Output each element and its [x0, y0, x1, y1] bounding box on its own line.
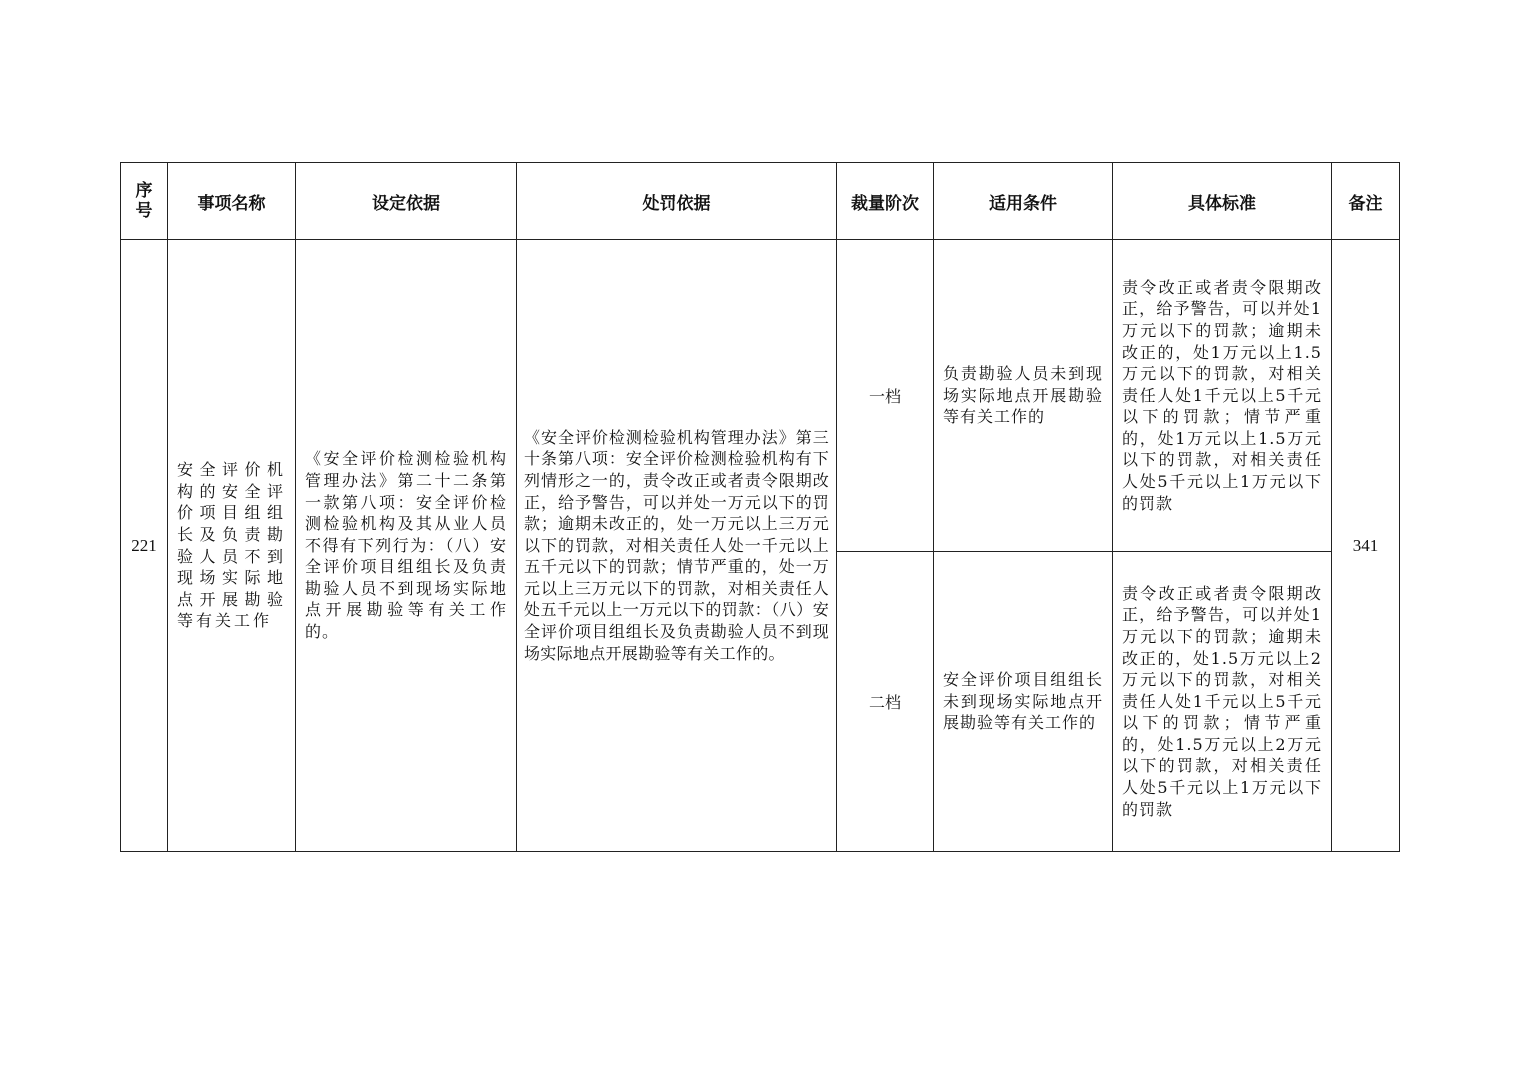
- header-row: [121, 163, 1400, 240]
- cell-standard-2: 责令改正或者责令限期改正，给予警告，可以并处1万元以下的罚款；逾期未改正的，处1.5万元以上2万元以下的罚款，对相关责任人处1千元以上5千元以下的罚款；情节严重的，处1.5万元以上2万元以下的罚款，对相关责任人处5千元以上1万元以下的罚款: [1113, 552, 1332, 852]
- cell-standard-1: 责令改正或者责令限期改正，给予警告，可以并处1万元以下的罚款；逾期未改正的，处1万元以上1.5万元以下的罚款，对相关责任人处1千元以上5千元以下的罚款；情节严重的，处1万元以上1.5万元以下的罚款，对相关责任人处5千元以上1万元以下的罚款: [1113, 240, 1332, 552]
- header-basis-set: 设定依据: [296, 163, 517, 240]
- cell-seq: 221: [121, 240, 168, 852]
- header-discretion-level: 裁量阶次: [837, 163, 934, 240]
- header-seq: 序号: [121, 163, 168, 240]
- header-basis-penalty: 处罚依据: [517, 163, 837, 240]
- header-standard: 具体标准: [1113, 163, 1332, 240]
- header-item-name: 事项名称: [168, 163, 296, 240]
- header-conditions: 适用条件: [934, 163, 1113, 240]
- cell-item-name: 安全评价机构的安全评价项目组组长及负责勘验人员不到现场实际地点开展勘验等有关工作: [168, 240, 296, 852]
- cell-basis-set: 《安全评价检测检验机构管理办法》第二十二条第一款第八项：安全评价检测检验机构及其从业人员不得有下列行为：（八）安全评价项目组组长及负责勘验人员不到现场实际地点开展勘验等有关工作的。: [296, 240, 517, 852]
- table-row: [121, 240, 1400, 552]
- penalty-discretion-table: [120, 162, 1400, 852]
- cell-basis-penalty: 《安全评价检测检验机构管理办法》第三十条第八项：安全评价检测检验机构有下列情形之一的，责令改正或者责令限期改正，给予警告，可以并处一万元以下的罚款；逾期未改正的，处一万元以上三万元以下的罚款，对相关责任人处一千元以上五千元以下的罚款；情节严重的，处一万元以上三万元以下的罚款，对相关责任人处五千元以上一万元以下的罚款：（八）安全评价项目组组长及负责勘验人员不到现场实际地点开展勘验等有关工作的。: [517, 240, 837, 852]
- cell-remarks: 341: [1332, 240, 1400, 852]
- cell-level-2: 二档: [837, 552, 934, 852]
- cell-level-1: 一档: [837, 240, 934, 552]
- cell-condition-1: 负责勘验人员未到现场实际地点开展勘验等有关工作的: [934, 240, 1113, 552]
- cell-condition-2: 安全评价项目组组长未到现场实际地点开展勘验等有关工作的: [934, 552, 1113, 852]
- header-remarks: 备注: [1332, 163, 1400, 240]
